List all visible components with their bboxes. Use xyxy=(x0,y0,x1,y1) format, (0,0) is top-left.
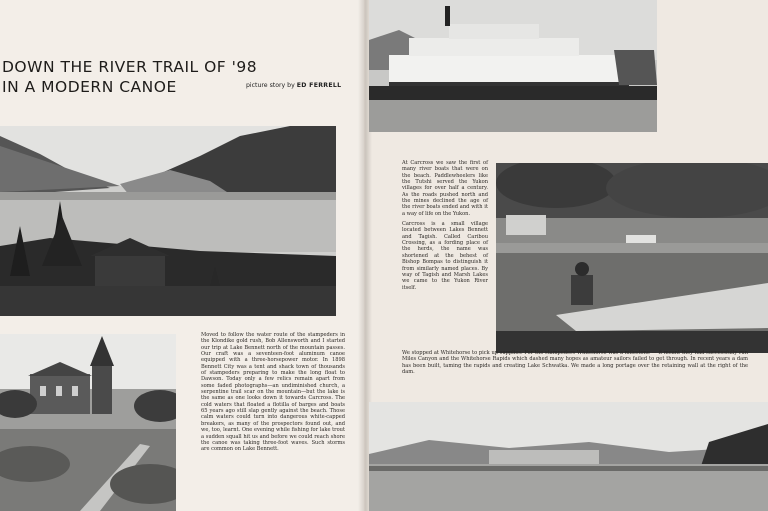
canoe-photo xyxy=(496,163,768,353)
byline-prefix: picture story by xyxy=(246,82,295,89)
paragraph: Moved to follow the water route of the stampeders in the Klondike gold rush, Bob Allensworth and I started our trip at Lake Bennett north of the mountain passes. Our craft was a seventeen-foot aluminum canoe equipped with a three-horsepower motor. In 1898 Bennett City was a tent and shack town of thousands of stampeders preparing to make the long float to Dawson. Today only a few relics remain apart from some faded photographs—an undiminished church, a serpentine trail scar on the mountain—but the lake is the same as one looks down it towards Carcross. The cold waters that floated a flotilla of barges and boats 65 years ago still slap gently against the beach. Those calm waters could turn into dangerous white-capped breakers, as many of the prospectors found out, and we, too, learnt. One evening while fishing for lake trout a sudden squall hit us and before we could reach shore the canoe was taking three-foot waves. Such storms are common on Lake Bennett. xyxy=(201,332,345,453)
body-text-right xyxy=(402,160,488,295)
title-line-2: IN A MODERN CANOE xyxy=(2,78,177,96)
byline xyxy=(246,82,341,89)
whitehorse-dam-photo xyxy=(369,402,768,511)
paragraph: Carcross is a small village located between Lakes Bennett and Tagish. Called Caribou Crossing, as a fording place of the herds, the name was shortened at the behest of Bishop Bompas to distinguish it from similarly named places. By way of Tagish and Marsh Lakes we came to the Yukon River itself. xyxy=(402,221,488,291)
paragraph: At Carcross we saw the first of many river boats that were on the beach. Paddlewheelers like the Tutshi served the Yukon villages for over half a century. As the roads pushed north and the mines declined the age of the river boats ended and with it a way of life on the Yukon. xyxy=(402,160,488,217)
paragraph: We stopped at Whitehorse to pick up supplies. For the stampeders Whitehorse was a milestone — it meant they had successfully run Miles Canyon and the Whitehorse Rapids which dashed many hopes as amateur sailors failed to get through. In recent years a dam has been built, taming the rapids and creating Lake Schwatka. We made a long portage over the retaining wall at the right of the dam. xyxy=(402,350,748,376)
article-title xyxy=(2,57,258,97)
byline-author: ED FERRELL xyxy=(296,82,342,89)
paddlewheeler-photo xyxy=(369,0,657,132)
body-text-bottom xyxy=(402,350,748,379)
title-line-1: DOWN THE RIVER TRAIL OF '98 xyxy=(2,58,258,76)
lake-bennett-photo xyxy=(0,126,336,316)
body-text-left xyxy=(201,332,345,457)
church-photo xyxy=(0,334,176,511)
